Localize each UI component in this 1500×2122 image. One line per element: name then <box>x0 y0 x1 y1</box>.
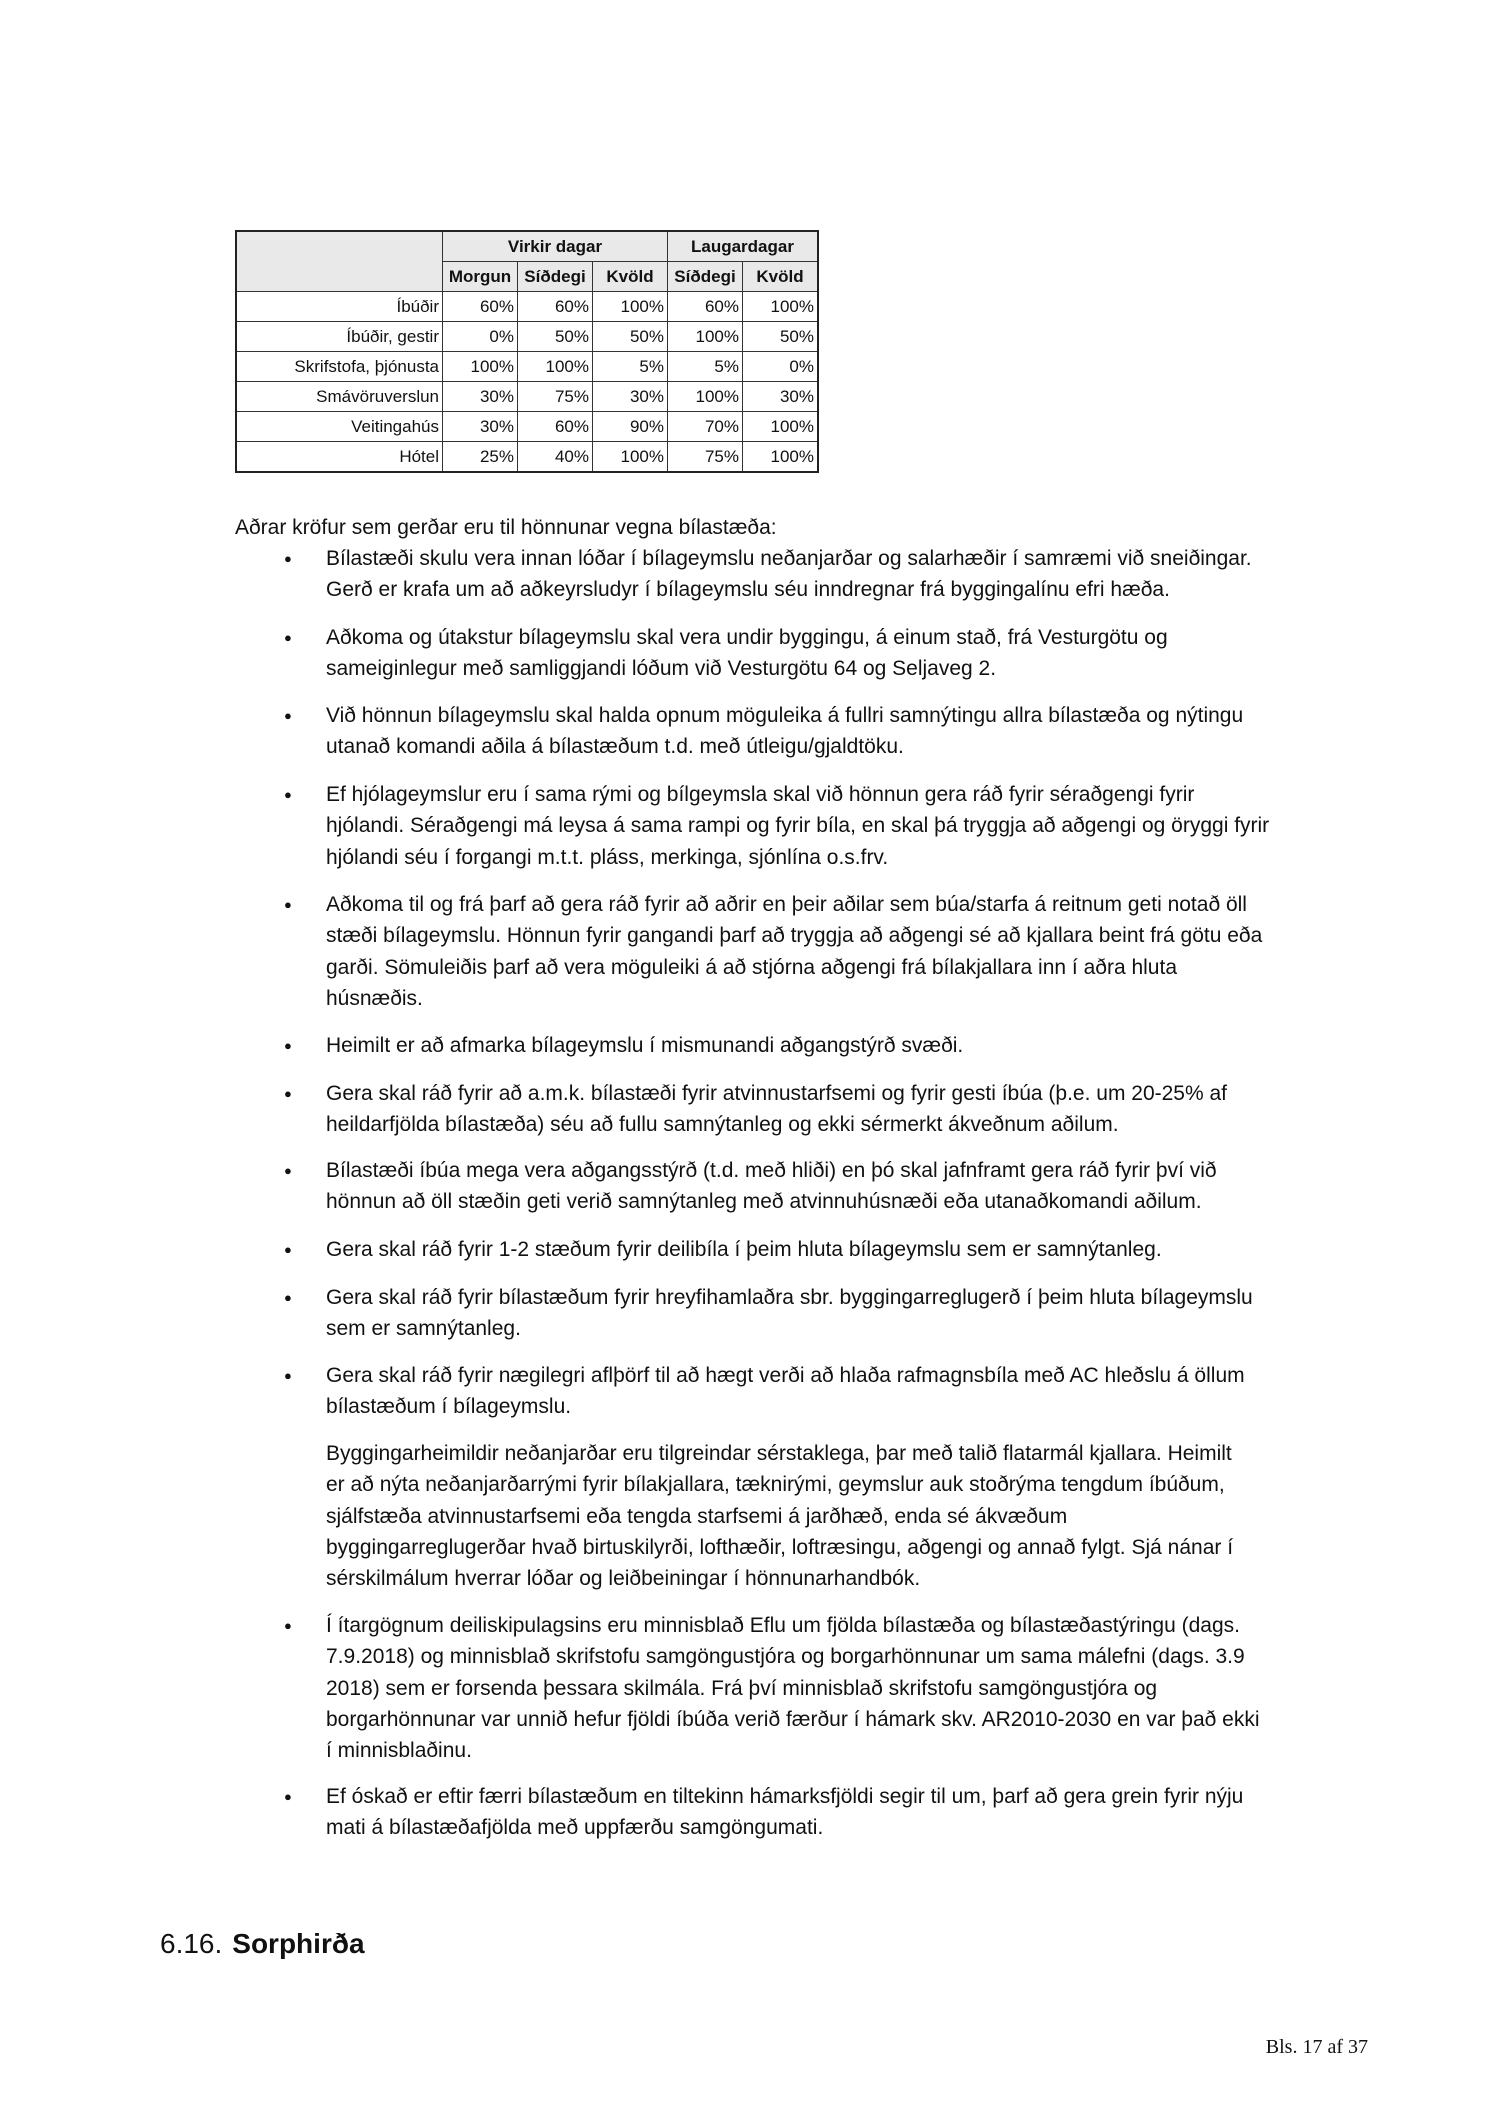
table-cell: 50% <box>518 322 593 352</box>
bullet-icon: ● <box>284 708 292 723</box>
table-cell: 100% <box>593 442 668 473</box>
bullet-icon: ● <box>284 1618 292 1633</box>
table-cell: 30% <box>443 412 518 442</box>
paragraph-line: sérskilmálum hverrar lóðar og leiðbeiningar í hönnunarhandbók. <box>326 1567 921 1591</box>
bullet-text-line: Heimilt er að afmarka bílageymslu í mismunandi aðgangstýrð svæði. <box>326 1034 964 1057</box>
row-label: Veitingahús <box>236 412 443 442</box>
table-cell: 100% <box>743 442 819 473</box>
bullet-text-line: hönnun að öll stæðin geti verið samnýtanleg með atvinnuhúsnæði eða utanaðkomandi aðilum. <box>326 1190 1202 1214</box>
table-row <box>236 382 818 412</box>
table-cell: 100% <box>593 292 668 322</box>
bullet-text-line: Ef óskað er eftir færri bílastæðum en tiltekinn hámarksfjöldi segir til um, þarf að gera grein fyrir nýju <box>326 1785 1244 1808</box>
bullet-text-line: sem er samnýtanleg. <box>326 1317 521 1341</box>
bullet-icon: ● <box>284 1086 292 1101</box>
bullet-icon: ● <box>284 1242 292 1257</box>
paragraph-line: byggingarreglugerðar hvað birtuskilyrði, lofthæðir, loftræsingu, aðgengi og annað fylgt. Sjá nánar í <box>326 1535 1234 1559</box>
bullet-icon: ● <box>284 1789 292 1804</box>
table-corner-cell <box>236 231 443 292</box>
bullet-text-line: hjólandi. Séraðgengi má leysa á sama rampi og fyrir bíla, en skal þá tryggja að aðgengi og öryggi fyrir <box>326 814 1270 838</box>
table-cell: 70% <box>668 412 743 442</box>
paragraph-line: er að nýta neðanjarðarrými fyrir bílakjallara, tæknirými, geymslur auk stoðrýma tengdum íbúðum, <box>326 1473 1225 1497</box>
table-cell: 100% <box>518 352 593 382</box>
bullet-text-line: Bílastæði íbúa mega vera aðgangsstýrð (t.d. með hliði) en þó skal jafnframt gera ráð fyrir því við <box>326 1159 1217 1182</box>
bullet-text-line: Í ítargögnum deiliskipulagsins eru minnisblað Eflu um fjölda bílastæða og bílastæðastýringu (dags. <box>326 1614 1240 1637</box>
page-number: Bls. 17 af 37 <box>1265 2036 1368 2058</box>
bullet-icon: ● <box>284 551 292 566</box>
bullet-text-line: Aðkoma og útakstur bílageymslu skal vera undir byggingu, á einum stað, frá Vesturgötu og <box>326 626 1168 649</box>
table-cell: 60% <box>518 292 593 322</box>
bullet-text-line: bílastæðum í bílageymslu. <box>326 1395 572 1419</box>
bullet-icon: ● <box>284 1163 292 1178</box>
table-cell: 40% <box>518 442 593 473</box>
table-cell: 60% <box>518 412 593 442</box>
table-cell: 30% <box>743 382 819 412</box>
table-cell: 30% <box>443 382 518 412</box>
table-cell: 30% <box>593 382 668 412</box>
table-cell: 50% <box>593 322 668 352</box>
table-cell: 60% <box>443 292 518 322</box>
sub-header: Morgun <box>443 262 518 292</box>
bullet-text-line: Gerð er krafa um að aðkeyrsludyr í bílageymslu séu inndregnar frá byggingalínu efri hæða. <box>326 578 1170 602</box>
bullet-icon: ● <box>284 1038 292 1053</box>
bullet-text-line: hjólandi séu í forgangi m.t.t. pláss, merkinga, sjónlína o.s.frv. <box>326 845 889 869</box>
table-cell: 5% <box>593 352 668 382</box>
bullet-text-line: Gera skal ráð fyrir að a.m.k. bílastæði fyrir atvinnustarfsemi og fyrir gesti íbúa (þ.e. um 20-25% af <box>326 1082 1228 1105</box>
table-row <box>236 322 818 352</box>
bullet-text-line: heildarfjölda bílastæða) séu að fullu samnýtanleg og ekki sérmerkt ákveðnum aðilum. <box>326 1113 1119 1137</box>
parking-occupancy-table <box>235 230 819 473</box>
bullet-icon: ● <box>284 1368 292 1383</box>
table-cell: 100% <box>743 292 819 322</box>
table-cell: 0% <box>743 352 819 382</box>
bullet-text-line: Ef hjólageymslur eru í sama rými og bílgeymsla skal við hönnun gera ráð fyrir séraðgengi fyrir <box>326 783 1195 806</box>
paragraph-line: sjálfstæða atvinnustarfsemi eða tengda starfsemi á jarðhæð, enda sé ákvæðum <box>326 1504 1068 1528</box>
sub-header: Kvöld <box>743 262 819 292</box>
bullet-icon: ● <box>284 787 292 802</box>
section-number: 6.16. <box>160 1928 223 1959</box>
sub-header: Síðdegi <box>518 262 593 292</box>
bullet-text-line: 7.9.2018) og minnisblað skrifstofu samgöngustjóra og borgarhönnunar um sama málefni (dags. 3.9 <box>326 1645 1245 1669</box>
bullet-icon: ● <box>284 897 292 912</box>
sub-header: Kvöld <box>593 262 668 292</box>
row-label: Íbúðir <box>236 292 443 322</box>
bullet-icon: ● <box>284 1290 292 1305</box>
bullet-text-line: 2018) sem er forsenda þessara skilmála. Frá því minnisblað skrifstofu samgöngustjóra og <box>326 1676 1158 1700</box>
bullet-icon: ● <box>284 630 292 645</box>
row-label: Íbúðir, gestir <box>236 322 443 352</box>
bullet-text-line: Gera skal ráð fyrir 1-2 stæðum fyrir deilibíla í þeim hluta bílageymslu sem er samnýtanleg. <box>326 1238 1162 1261</box>
bullet-text-line: mati á bílastæðafjölda með uppfærðu samgöngumati. <box>326 1816 824 1840</box>
bullet-text-line: garði. Sömuleiðis þarf að vera möguleiki á að stjórna aðgengi frá bílakjallara inn í aðra hluta <box>326 955 1177 979</box>
table-cell: 60% <box>668 292 743 322</box>
table-cell: 100% <box>443 352 518 382</box>
table-header-row <box>236 231 818 262</box>
bullet-text-line: Við hönnun bílageymslu skal halda opnum möguleika á fullri samnýtingu allra bílastæða og nýtingu <box>326 704 1244 727</box>
group-header-saturdays: Laugardagar <box>668 231 819 262</box>
row-label: Smávöruverslun <box>236 382 443 412</box>
table-cell: 100% <box>668 382 743 412</box>
bullet-text-line: sameiginlegur með samliggjandi lóðum við Vesturgötu 64 og Seljaveg 2. <box>326 657 997 681</box>
table-row <box>236 412 818 442</box>
table-cell: 90% <box>593 412 668 442</box>
bullet-text-line: stæði bílageymslu. Hönnun fyrir gangandi þarf að tryggja að aðgengi sé að kjallara beint frá götu eða <box>326 924 1263 948</box>
bullet-text-line: húsnæðis. <box>326 986 423 1010</box>
bullet-text-line: í minnisblaðinu. <box>326 1739 472 1763</box>
bullet-text-line: borgarhönnunar var unnið hefur fjöldi íbúða verið færður í hámark skv. AR2010-2030 en var það ekki <box>326 1707 1260 1731</box>
table-cell: 75% <box>518 382 593 412</box>
bullet-text-line: Aðkoma til og frá þarf að gera ráð fyrir að aðrir en þeir aðilar sem búa/starfa á reitnum geti notað öll <box>326 893 1247 916</box>
table-cell: 75% <box>668 442 743 473</box>
table-cell: 0% <box>443 322 518 352</box>
table-cell: 100% <box>668 322 743 352</box>
sub-header: Síðdegi <box>668 262 743 292</box>
table-row <box>236 442 818 473</box>
table-cell: 50% <box>743 322 819 352</box>
row-label: Skrifstofa, þjónusta <box>236 352 443 382</box>
paragraph-line: Byggingarheimildir neðanjarðar eru tilgreindar sérstaklega, þar með talið flatarmál kjallara. Heimilt <box>326 1442 1232 1465</box>
bullet-text-line: Gera skal ráð fyrir bílastæðum fyrir hreyfihamlaðra sbr. byggingarreglugerð í þeim hluta bílageymslu <box>326 1286 1253 1309</box>
bullet-text-line: Bílastæði skulu vera innan lóðar í bílageymslu neðanjarðar og salarhæðir í samræmi við sneiðingar. <box>326 547 1252 570</box>
intro-text: Aðrar kröfur sem gerðar eru til hönnunar vegna bílastæða: <box>235 516 777 539</box>
table-cell: 5% <box>668 352 743 382</box>
table-row <box>236 292 818 322</box>
section-heading <box>160 1928 365 1960</box>
section-title: Sorphirða <box>232 1928 365 1959</box>
row-label: Hótel <box>236 442 443 473</box>
table-cell: 100% <box>743 412 819 442</box>
bullet-text-line: utanað komandi aðila á bílastæðum t.d. með útleigu/gjaldtöku. <box>326 735 904 759</box>
bullet-text-line: Gera skal ráð fyrir nægilegri aflþörf til að hægt verði að hlaða rafmagnsbíla með AC hleðslu á öllum <box>326 1364 1245 1387</box>
table-row <box>236 352 818 382</box>
table-cell: 25% <box>443 442 518 473</box>
group-header-weekdays: Virkir dagar <box>443 231 668 262</box>
